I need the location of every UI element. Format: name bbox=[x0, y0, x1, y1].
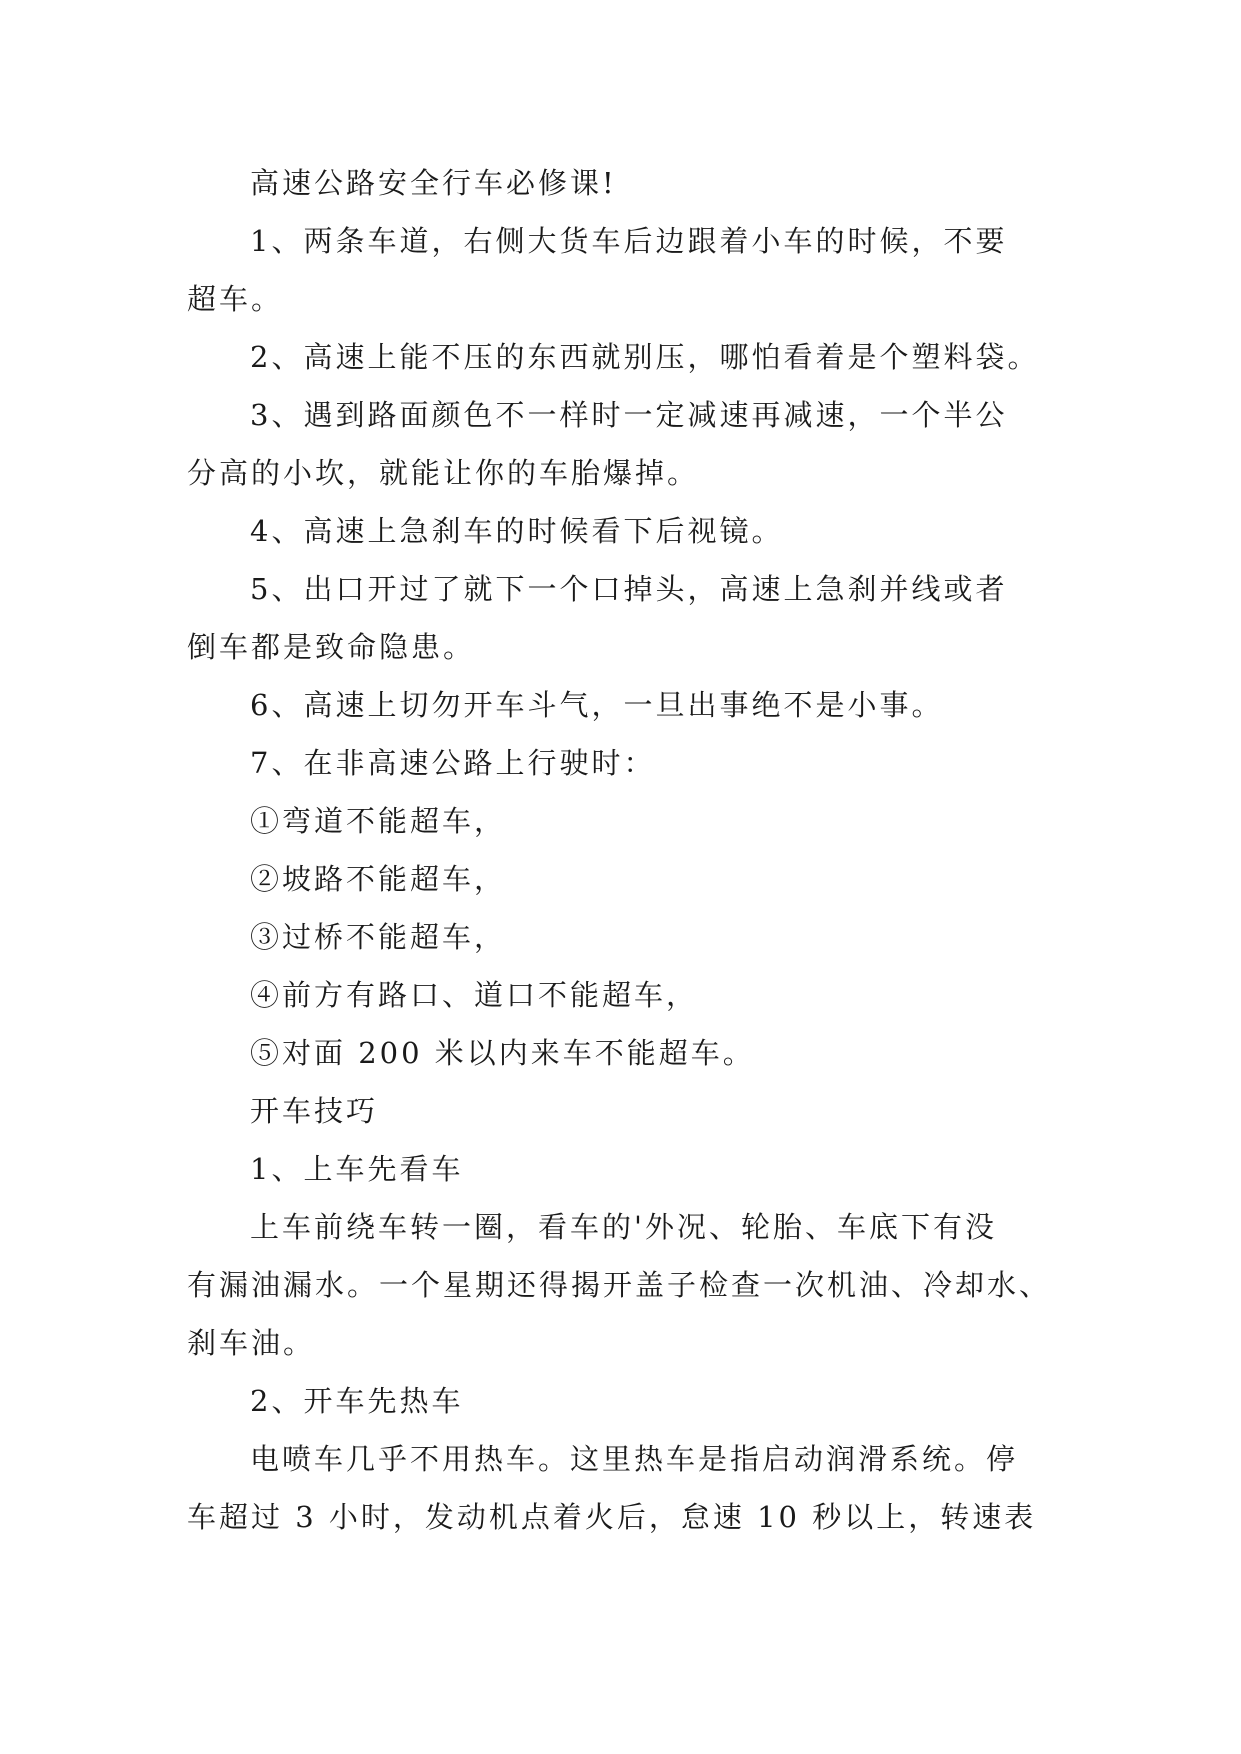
document-title: 高速公路安全行车必修课! bbox=[250, 166, 617, 200]
list-item: ①弯道不能超车， bbox=[250, 804, 507, 838]
paragraph-line: 7、在非高速公路上行驶时： bbox=[250, 746, 656, 780]
section-heading: 开车技巧 bbox=[250, 1094, 379, 1128]
paragraph-line: 6、高速上切勿开车斗气，一旦出事绝不是小事。 bbox=[250, 688, 944, 722]
paragraph-line: 电喷车几乎不用热车。这里热车是指启动润滑系统。停 bbox=[250, 1442, 1019, 1476]
paragraph-line: 有漏油漏水。一个星期还得揭开盖子检查一次机油、冷却水、 bbox=[187, 1268, 1052, 1302]
list-item: ⑤对面 200 米以内来车不能超车。 bbox=[250, 1036, 755, 1070]
paragraph-line: 刹车油。 bbox=[187, 1326, 316, 1360]
paragraph-line: 5、出口开过了就下一个口掉头，高速上急刹并线或者 bbox=[250, 572, 1008, 606]
paragraph-line: 倒车都是致命隐患。 bbox=[187, 630, 476, 664]
paragraph-line: 上车前绕车转一圈，看车的'外况、轮胎、车底下有没 bbox=[250, 1210, 997, 1244]
paragraph-line: 分高的小坎，就能让你的车胎爆掉。 bbox=[187, 456, 700, 490]
paragraph-line: 1、两条车道，右侧大货车后边跟着小车的时候，不要 bbox=[250, 224, 1008, 258]
subsection-heading: 1、上车先看车 bbox=[250, 1152, 464, 1186]
paragraph-line: 3、遇到路面颜色不一样时一定减速再减速，一个半公 bbox=[250, 398, 1008, 432]
list-item: ④前方有路口、道口不能超车， bbox=[250, 978, 699, 1012]
document-body bbox=[187, 154, 1059, 1546]
paragraph-line: 超车。 bbox=[187, 282, 284, 316]
paragraph-line: 2、高速上能不压的东西就别压，哪怕看着是个塑料袋。 bbox=[250, 340, 1040, 374]
list-item: ③过桥不能超车， bbox=[250, 920, 507, 954]
subsection-heading: 2、开车先热车 bbox=[250, 1384, 464, 1418]
list-item: ②坡路不能超车， bbox=[250, 862, 507, 896]
paragraph-line: 车超过 3 小时，发动机点着火后，怠速 10 秒以上，转速表 bbox=[187, 1500, 1037, 1534]
paragraph-line: 4、高速上急刹车的时候看下后视镜。 bbox=[250, 514, 784, 548]
